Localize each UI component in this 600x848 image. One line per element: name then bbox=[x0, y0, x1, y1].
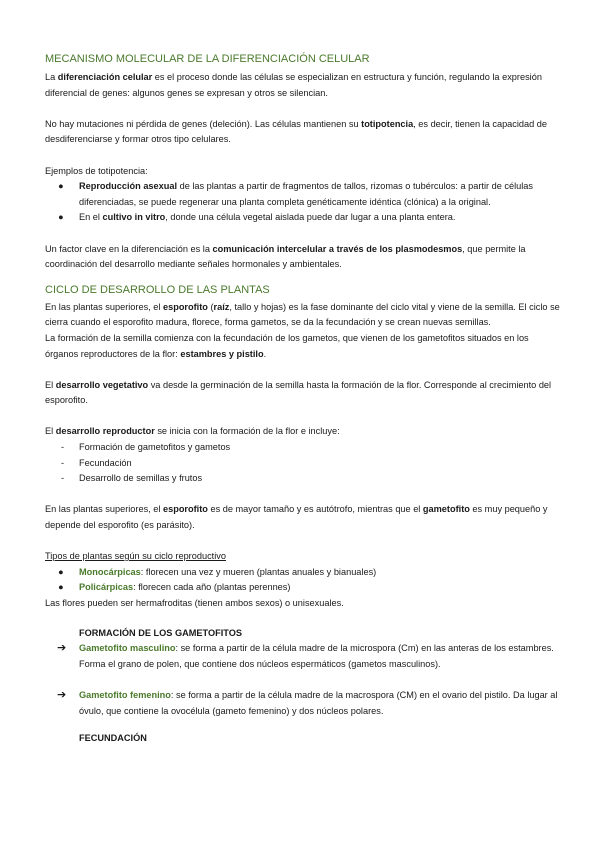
paragraph: El desarrollo reproductor se inicia con la formación de la flor e incluye: bbox=[45, 426, 340, 437]
section-title-differentiation: MECANISMO MOLECULAR DE LA DIFERENCIACIÓN CELULAR bbox=[45, 53, 370, 65]
list-item: ● En el cultivo in vitro, donde una célula vegetal aislada puede dar lugar a una planta entera. bbox=[45, 210, 560, 226]
bullet-icon: ● bbox=[58, 212, 64, 223]
dash-icon: - bbox=[61, 442, 65, 453]
paragraph: En las plantas superiores, el esporofito (raíz, tallo y hojas) es la fase dominante del ciclo vital y viene de la semilla. El ciclo se cierra cuando el esporofito madura, florece, forma gametos, se da la fecundación y se crean nuevas semillas. bbox=[45, 301, 560, 328]
paragraph: En las plantas superiores, el esporofito es de mayor tamaño y es autótrofo, mientras que el gametofito es muy pequeño y depende del esporofito (es parásito). bbox=[45, 504, 548, 531]
document-page bbox=[45, 52, 560, 747]
types-label: Tipos de plantas según su ciclo reproductivo bbox=[45, 551, 226, 562]
examples-label: Ejemplos de totipotencia: bbox=[45, 165, 148, 176]
list-item: ➔ Gametofito masculino: se forma a partir de la célula madre de la microspora (Cm) en las anteras de los estambres. Forma el grano de polen, que contiene dos núcleos espermáticos (gametos masculinos). bbox=[57, 642, 554, 669]
paragraph: La diferenciación celular es el proceso donde las células se especializan en estructura y función, regulando la expresión diferencial de genes: algunos genes se expresan y otros se silencian. bbox=[45, 72, 542, 98]
arrow-right-icon: ➔ bbox=[57, 642, 67, 655]
paragraph: No hay mutaciones ni pérdida de genes (deleción). Las células mantienen su totipotencia, es decir, tienen la capacidad de desdiferenciarse y formar otros tipo celulares. bbox=[45, 118, 548, 145]
bullet-icon: ● bbox=[58, 566, 64, 577]
paragraph: La formación de la semilla comienza con la fecundación de los gametos, que vienen de los gametofitos situados en los órganos reproductores de la flor: estambres y pistilo. bbox=[45, 332, 529, 359]
examples-list bbox=[45, 179, 560, 226]
list-item: - Fecundación bbox=[45, 456, 560, 472]
list-item: - Desarrollo de semillas y frutos bbox=[45, 471, 560, 487]
subheading-gametophytes: FORMACIÓN DE LOS GAMETOFITOS bbox=[79, 627, 242, 638]
dash-icon: - bbox=[61, 473, 65, 484]
list-item: ● Policárpicas: florecen cada año (plantas perennes) bbox=[45, 580, 560, 596]
section-title-cycle: CICLO DE DESARROLLO DE LAS PLANTAS bbox=[45, 283, 270, 296]
paragraph: El desarrollo vegetativo va desde la germinación de la semilla hasta la formación de la flor. Corresponde al crecimiento del esporofito. bbox=[45, 379, 552, 406]
reproductive-list bbox=[45, 440, 560, 487]
bullet-icon: ● bbox=[58, 582, 64, 593]
arrow-right-icon: ➔ bbox=[57, 688, 67, 701]
paragraph: Las flores pueden ser hermafroditas (tienen ambos sexos) o unisexuales. bbox=[45, 598, 344, 608]
paragraph: Un factor clave en la diferenciación es la comunicación intercelular a través de los plasmodesmos, que permite la coordinación del desarrollo mediante señales hormonales y ambientales. bbox=[45, 243, 526, 270]
types-list bbox=[45, 565, 560, 596]
list-item: ➔ Gametofito femenino: se forma a partir de la célula madre de la macrospora (CM) en el ovario del pistilo. Da lugar al óvulo, que contiene la ovocélula (gameto femenino) y dos núcleos polares. bbox=[57, 688, 558, 716]
list-item: - Formación de gametofitos y gametos bbox=[45, 440, 560, 456]
list-item: ● Reproducción asexual de las plantas a partir de fragmentos de tallos, rizomas o tubérculos: a partir de células diferenciadas, se puede regenerar una planta completa genéticamente idéntica (clónica) a la original. bbox=[58, 181, 533, 207]
list-item: ● Monocárpicas: florecen una vez y mueren (plantas anuales y bianuales) bbox=[45, 565, 560, 581]
subheading-fertilization: FECUNDACIÓN bbox=[79, 733, 147, 744]
bullet-icon: ● bbox=[58, 181, 64, 192]
dash-icon: - bbox=[61, 457, 65, 468]
